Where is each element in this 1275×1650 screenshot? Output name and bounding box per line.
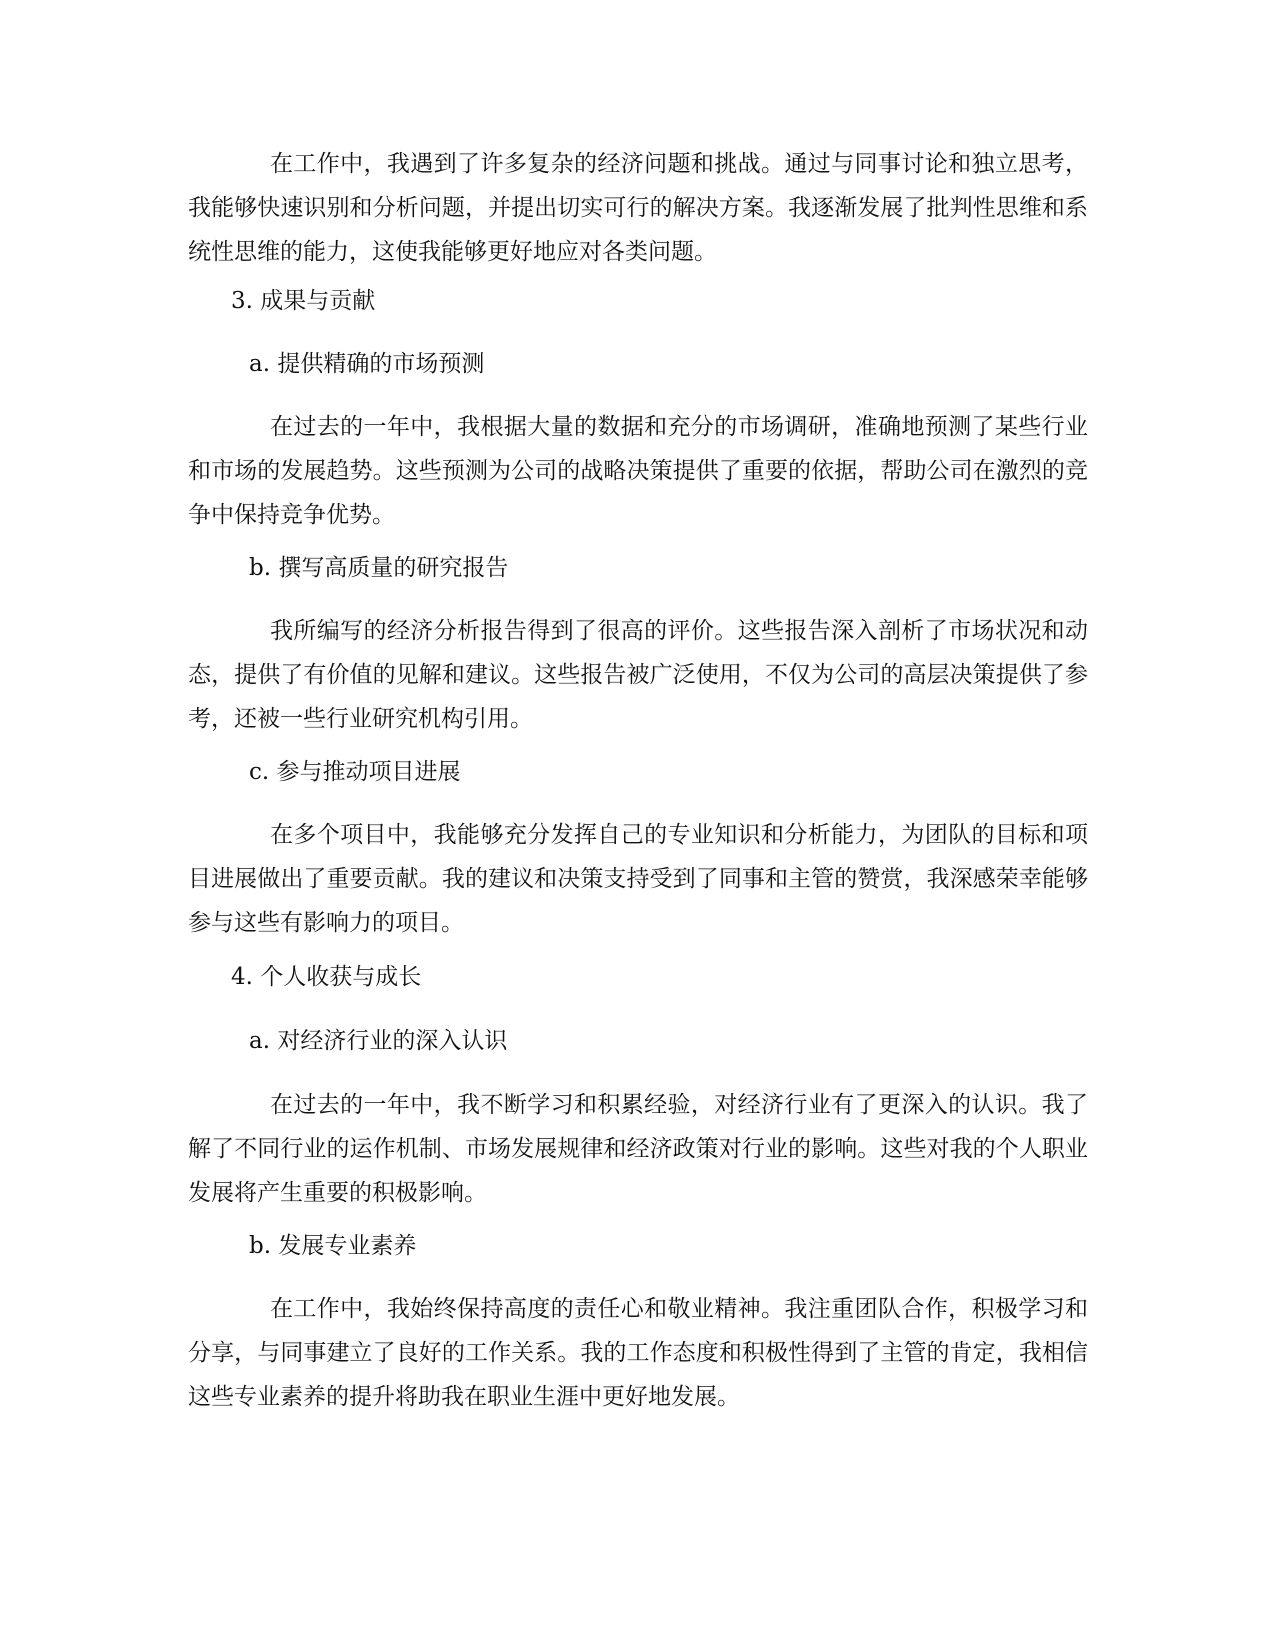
paragraph-problem-solving: 在工作中，我遇到了许多复杂的经济问题和挑战。通过与同事讨论和独立思考，我能够快速识别和分析问题，并提出切实可行的解决方案。我逐渐发展了批判性思维和系统性思维的能力，这使我能够更好地应对各类问题。 [188, 151, 1088, 265]
paragraph-professional-quality: 在工作中，我始终保持高度的责任心和敬业精神。我注重团队合作，积极学习和分享，与同事建立了良好的工作关系。我的工作态度和积极性得到了主管的肯定，我相信这些专业素养的提升将助我在职业生涯中更好地发展。 [188, 1296, 1088, 1410]
subheading-industry-understanding: a. 对经济行业的深入认识 [249, 1028, 508, 1054]
subheading-market-forecast: a. 提供精确的市场预测 [249, 351, 485, 377]
paragraph-market-forecast: 在过去的一年中，我根据大量的数据和充分的市场调研，准确地预测了某些行业和市场的发展趋势。这些预测为公司的战略决策提供了重要的依据，帮助公司在激烈的竞争中保持竞争优势。 [188, 414, 1088, 528]
paragraph-project-progress: 在多个项目中，我能够充分发挥自己的专业知识和分析能力，为团队的目标和项目进展做出了重要贡献。我的建议和决策支持受到了同事和主管的赞赏，我深感荣幸能够参与这些有影响力的项目。 [188, 822, 1088, 936]
subheading-professional-quality: b. 发展专业素养 [249, 1233, 417, 1259]
subheading-research-reports: b. 撰写高质量的研究报告 [249, 555, 509, 581]
section-heading-personal-growth: 4. 个人收获与成长 [231, 964, 422, 990]
paragraph-research-reports: 我所编写的经济分析报告得到了很高的评价。这些报告深入剖析了市场状况和动态，提供了有价值的见解和建议。这些报告被广泛使用，不仅为公司的高层决策提供了参考，还被一些行业研究机构引用。 [188, 618, 1088, 732]
section-heading-achievements: 3. 成果与贡献 [231, 288, 376, 314]
paragraph-industry-understanding: 在过去的一年中，我不断学习和积累经验，对经济行业有了更深入的认识。我了解了不同行业的运作机制、市场发展规律和经济政策对行业的影响。这些对我的个人职业发展将产生重要的积极影响。 [188, 1092, 1088, 1206]
subheading-project-progress: c. 参与推动项目进展 [249, 759, 461, 785]
